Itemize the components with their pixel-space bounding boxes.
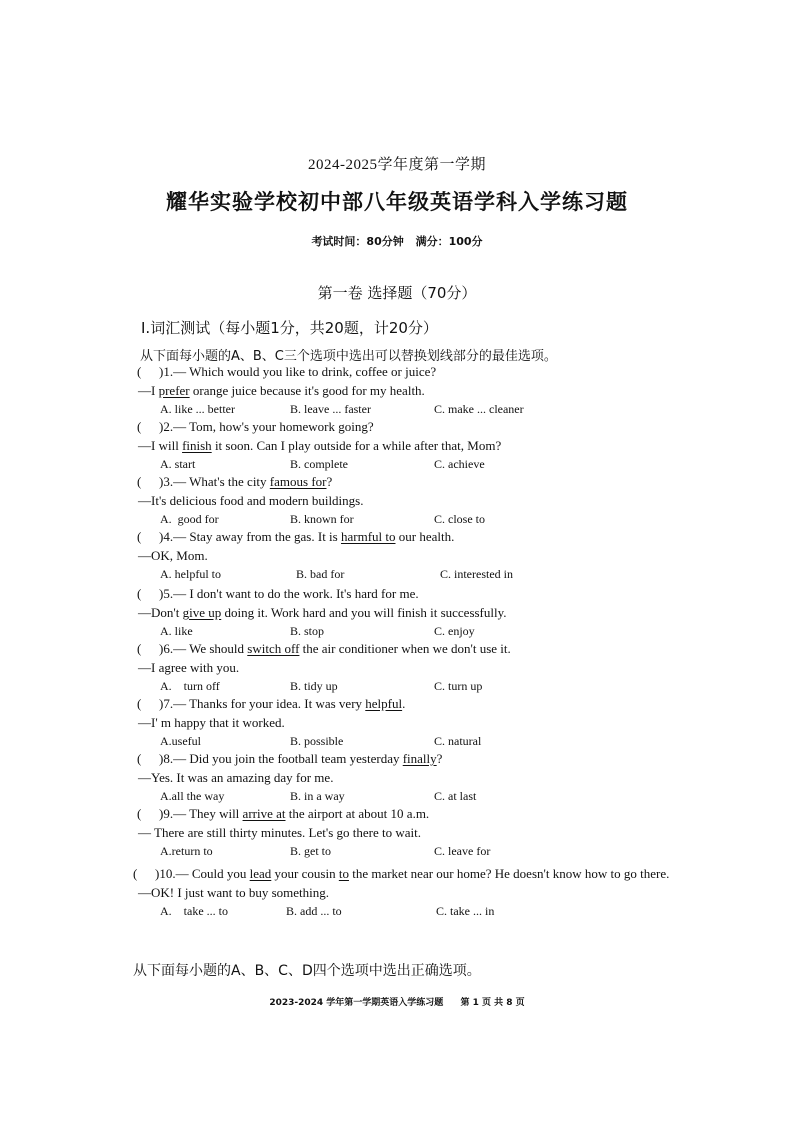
option-c[interactable]: C. at last (434, 789, 477, 803)
answer-blank[interactable]: ( (137, 751, 142, 766)
answer-text: —OK! I just want to buy something. (138, 885, 330, 900)
option-b[interactable]: B. possible (290, 734, 344, 748)
underlined-phrase: lead (249, 866, 272, 881)
full-score: 满分：100分 (415, 235, 483, 248)
exam-time: 考试时间：80分钟 (311, 235, 404, 248)
year-line: 2024-2025学年度第一学期 (308, 157, 486, 173)
question-text-tail: the airport at about 10 a.m. (285, 806, 430, 821)
answer-blank[interactable]: ( (137, 419, 142, 434)
answer-line (138, 605, 507, 621)
underlined-phrase: finally (402, 751, 437, 766)
question-text-tail: the market near our home? He doesn't know how to go there. (348, 866, 670, 881)
question-text: — Thanks for your idea. It was very (173, 696, 366, 711)
option-a[interactable]: A.return to (160, 844, 213, 858)
answer-blank[interactable]: ( (137, 529, 142, 544)
option-b[interactable]: B. stop (290, 624, 325, 638)
volume-title: 第一卷 选择题（70分） (317, 284, 477, 302)
option-b[interactable]: B. bad for (296, 567, 345, 581)
option-b[interactable]: B. leave ... faster (290, 402, 371, 416)
answer-text: —Yes. It was an amazing day for me. (138, 770, 334, 785)
underlined-phrase: finish (182, 438, 212, 453)
question-number: )8. (159, 751, 174, 766)
option-a[interactable]: A.all the way (160, 789, 225, 803)
underlined-phrase: switch off (247, 641, 300, 656)
answer-line (138, 493, 363, 509)
question-line (137, 806, 429, 822)
question-line (137, 696, 405, 712)
question-line (137, 751, 442, 767)
answer-text: —It's delicious food and modern buildings. (138, 493, 364, 508)
option-b[interactable]: B. complete (290, 457, 348, 471)
question-line (137, 586, 419, 602)
answer-blank[interactable]: ( (137, 806, 142, 821)
exam-meta (0, 233, 794, 249)
section-title: Ⅰ.词汇测试（每小题1分，共20题，计20分） (141, 319, 438, 337)
answer-blank[interactable]: ( (137, 586, 142, 601)
answer-text: —OK, Mom. (138, 548, 208, 563)
answer-line (138, 438, 501, 454)
question-text: — I don't want to do the work. It's hard for me. (173, 586, 419, 601)
question-number: )2. (159, 419, 174, 434)
footer-text: 2023-2024 学年第一学期英语入学练习题 (269, 998, 444, 1008)
answer-line (138, 825, 421, 841)
option-b[interactable]: B. get to (290, 844, 331, 858)
answer-line (138, 660, 239, 676)
question-number: )6. (159, 641, 174, 656)
option-a[interactable]: A. helpful to (160, 567, 221, 581)
option-c[interactable]: C. take ... in (436, 904, 495, 918)
underlined-phrase: arrive at (242, 806, 286, 821)
answer-line (138, 383, 425, 399)
question-text: — They will (173, 806, 243, 821)
option-a[interactable]: A. start (160, 457, 196, 471)
answer-line (138, 548, 208, 564)
question-line (137, 419, 374, 435)
option-b[interactable]: B. in a way (290, 789, 345, 803)
answer-blank[interactable]: ( (137, 696, 142, 711)
underlined-phrase: give up (182, 605, 222, 620)
question-number: )9. (159, 806, 174, 821)
question-line (137, 641, 511, 657)
answer-blank[interactable]: ( (137, 364, 142, 379)
question-text-tail: your cousin (271, 866, 339, 881)
question-text: — Could you (175, 866, 250, 881)
question-number: )5. (159, 586, 174, 601)
question-line (137, 474, 332, 490)
question-text-tail: our health. (395, 529, 455, 544)
option-a[interactable]: A.useful (160, 734, 201, 748)
option-c[interactable]: C. enjoy (434, 624, 475, 638)
question-text: — Which would you like to drink, coffee or juice? (173, 364, 437, 379)
option-a[interactable]: A. turn off (160, 679, 220, 693)
question-text: — Did you join the football team yesterday (173, 751, 403, 766)
question-number: )1. (159, 364, 174, 379)
underlined-phrase: prefer (158, 383, 190, 398)
question-text: — Stay away from the gas. It is (173, 529, 341, 544)
option-b[interactable]: B. add ... to (286, 904, 342, 918)
page-number: 第 1 页 共 8 页 (460, 998, 525, 1008)
question-text: — What's the city (173, 474, 270, 489)
option-a[interactable]: A. good for (160, 512, 219, 526)
option-c[interactable]: C. interested in (440, 567, 513, 581)
page-footer (0, 995, 794, 1008)
answer-text-tail: it soon. Can I play outside for a while after that, Mom? (211, 438, 502, 453)
question-line (133, 866, 669, 882)
option-c[interactable]: C. close to (434, 512, 485, 526)
question-number: )10. (155, 866, 176, 881)
question-line (137, 529, 454, 545)
question-number: )7. (159, 696, 174, 711)
option-b[interactable]: B. known for (290, 512, 354, 526)
answer-text: —I' m happy that it worked. (138, 715, 285, 730)
instruction-1: 从下面每小题的A、B、C三个选项中选出可以替换划线部分的最佳选项。 (140, 349, 557, 364)
underlined-phrase: to (338, 866, 349, 881)
answer-text-tail: orange juice because it's good for my health. (189, 383, 425, 398)
question-text-tail: ? (436, 751, 443, 766)
answer-text-tail: doing it. Work hard and you will finish it successfully. (221, 605, 507, 620)
question-text: — Tom, how's your homework going? (173, 419, 374, 434)
answer-text: —Don't (138, 605, 183, 620)
answer-text: —I will (138, 438, 183, 453)
underlined-phrase: harmful to (340, 529, 396, 544)
question-line (137, 364, 436, 380)
answer-line (138, 885, 329, 901)
answer-text: — There are still thirty minutes. Let's go there to wait. (138, 825, 421, 840)
answer-text: —I (138, 383, 159, 398)
question-text-tail: . (402, 696, 406, 711)
option-c[interactable]: C. turn up (434, 679, 483, 693)
question-text-tail: the air conditioner when we don't use it. (299, 641, 511, 656)
underlined-phrase: famous for (269, 474, 327, 489)
page-title: 耀华实验学校初中部八年级英语学科入学练习题 (166, 190, 628, 214)
question-text-tail: ? (326, 474, 333, 489)
question-number: )4. (159, 529, 174, 544)
answer-blank[interactable]: ( (137, 641, 142, 656)
option-a[interactable]: A. like ... better (160, 402, 235, 416)
option-b[interactable]: B. tidy up (290, 679, 338, 693)
question-text: — We should (173, 641, 248, 656)
option-a[interactable]: A. like (160, 624, 193, 638)
option-a[interactable]: A. take ... to (160, 904, 228, 918)
option-c[interactable]: C. make ... cleaner (434, 402, 524, 416)
answer-blank[interactable]: ( (133, 866, 138, 881)
question-number: )3. (159, 474, 174, 489)
option-c[interactable]: C. achieve (434, 457, 485, 471)
answer-line (138, 715, 285, 731)
underlined-phrase: helpful (365, 696, 403, 711)
instruction-2: 从下面每小题的A、B、C、D四个选项中选出正确选项。 (133, 963, 481, 979)
option-c[interactable]: C. leave for (434, 844, 491, 858)
answer-blank[interactable]: ( (137, 474, 142, 489)
answer-line (138, 770, 333, 786)
option-c[interactable]: C. natural (434, 734, 482, 748)
answer-text: —I agree with you. (138, 660, 240, 675)
